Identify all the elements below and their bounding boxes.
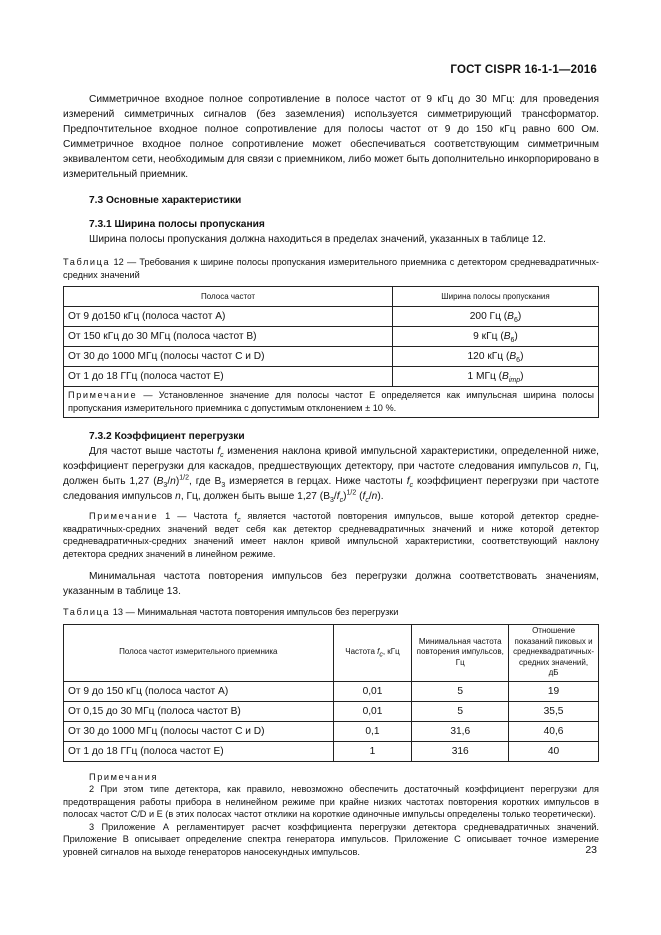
table13-cell: От 9 до 150 кГц (полоса частот А)	[64, 681, 334, 701]
table12-cell-value: 120 кГц $(B_6)$	[393, 347, 599, 367]
table-row	[64, 741, 599, 761]
table13-caption-label: Таблица	[63, 607, 111, 617]
table13-cell: 31,6	[412, 721, 509, 741]
table13-cell: От 0,15 до 30 МГц (полоса частот В)	[64, 701, 334, 721]
section-7-3-2-paragraph-2: Минимальная частота повторения импульсов без перегрузки должна соответствовать значениям, указанным в таблице 13.	[63, 571, 599, 597]
notes-label: Примечания	[89, 771, 159, 782]
table12-note	[64, 387, 599, 418]
table13-cell: От 1 до 18 ГГц (полоса частот Е)	[64, 741, 334, 761]
section-7-3-2-note1: Примечание 1 — Частота $f_c$ является частотой повторения импульсов, выше которой детектор средне-квадратичных-средних значений ведет себя как детектор средневадратичных значений и ниже которой детектор средневадратичных-средних значений имеет наклон кривой импульсной характеристики, соответствующий наклону детектора средних значений в линейном режиме.	[63, 511, 599, 559]
table12-note-text: — Установленное значение для полосы частот Е определяется как импульсная ширина полосы пропускания измерительного приемника с допустимым отклонением ± 10 %.	[68, 390, 594, 413]
table12-cell-band: От 30 до 1000 МГц (полосы частот С и D)	[64, 347, 393, 367]
table-row	[64, 701, 599, 721]
table13-caption	[63, 606, 599, 619]
table-13	[63, 624, 599, 762]
note-2: 2 При этом типе детектора, как правило, невозможно обеспечить достаточный коэффициент перегрузки для предотвращения работы прибора в нелинейном режиме при крайне низких частотах повторения коротких импульсов в полосах частот С/D и Е (в этих полосах частот отклики на короткие одиночные импульсы определены только теоретически).	[63, 784, 599, 819]
table12-cell-value: 1 МГц $(B_{imp})$	[393, 367, 599, 387]
table13-cell: 35,5	[509, 701, 599, 721]
table-row	[64, 307, 599, 327]
table13-cell: 5	[412, 681, 509, 701]
table13-header-fc: Частота $f_c$, кГц	[333, 624, 412, 681]
section-7-3-1-title: 7.3.1 Ширина полосы пропускания	[89, 219, 265, 230]
table13-cell: 40,6	[509, 721, 599, 741]
table12-header-band: Полоса частот	[64, 287, 393, 307]
table13-cell: 0,01	[333, 681, 412, 701]
intro-paragraph: Симметричное входное полное сопротивление в полосе частот от 9 кГц до 30 МГц: для проведения измерений симметричных сигналов (без заземления) используется симметрирующий трансформатор. Предпочтительное входное полное сопротивление для полосы частот от 9 до 150 кГц равно 600 Ом. Симметричное входное полное сопротивление может обеспечиваться соответствующим симметричным эквивалентом сети, необходимым для связи с приемником, либо может быть дополнительно инкорпорировано в измерительный приемник.	[63, 94, 599, 180]
table12-note-row	[64, 387, 599, 418]
table13-header-ratio: Отношение показаний пиковых и среднеквадратичных-средних значений, дБ	[509, 624, 599, 681]
table12-cell-band: От 1 до 18 ГГц (полоса частот Е)	[64, 367, 393, 387]
table13-header-band: Полоса частот измерительного приемника	[64, 624, 334, 681]
table-row	[64, 327, 599, 347]
section-7-3-2-paragraph: Для частот выше частоты $f_c$ изменения наклона кривой импульсной характеристики, определенной ниже, коэффициент перегрузки для каскадов, предшествующих детектору, при частоте следования импульсов n, Гц, должен быть 1,27 $(B_3/n)^{1/2}$, где $B_3$ измеряется в герцах. Ниже частоты $f_c$ коэффициент перегрузки при частоте следования импульсов n, Гц, должен быть выше 1,27 $(B_3/f_c)^{1/2}$ $(f_c/n)$.	[63, 446, 600, 505]
table12-caption	[63, 256, 599, 281]
table13-header-min-rate: Минимальная частота повторения импульсов, Гц	[412, 624, 509, 681]
table12-note-label: Примечание	[68, 390, 138, 400]
table12-cell-band: От 9 до150 кГц (полоса частот А)	[64, 307, 393, 327]
page-number: 23	[585, 844, 597, 856]
table-row	[64, 721, 599, 741]
note-3: 3 Приложение А регламентирует расчет коэффициента перегрузки детектора средневадратичных значений. Приложение В описывает определение спектра генератора импульсов. Приложение С описывает точное измерение уровней сигналов на выходе генераторов наносекундных импульсов.	[63, 821, 599, 857]
table12-header-bandwidth: Ширина полосы пропускания	[393, 287, 599, 307]
table13-cell: 19	[509, 681, 599, 701]
table13-cell: 1	[333, 741, 412, 761]
page-content	[63, 92, 599, 858]
section-7-3-1-text: Ширина полосы пропускания должна находиться в пределах значений, указанных в таблице 12.	[89, 234, 546, 245]
table-row	[64, 681, 599, 701]
table13-cell: 0,01	[333, 701, 412, 721]
table13-cell: 40	[509, 741, 599, 761]
section-7-3-2-title: 7.3.2 Коэффициент перегрузки	[89, 431, 245, 442]
table13-cell: От 30 до 1000 МГц (полосы частот С и D)	[64, 721, 334, 741]
table13-cell: 0,1	[333, 721, 412, 741]
table12-caption-text: 12 — Требования к ширине полосы пропускания измерительного приемника с детектором средневадратичных-средних значений	[63, 257, 599, 280]
table13-cell: 5	[412, 701, 509, 721]
document-header: ГОСТ CISPR 16-1-1—2016	[450, 64, 597, 76]
table13-caption-text: 13 — Минимальная частота повторения импульсов без перегрузки	[112, 607, 399, 617]
table12-caption-label: Таблица	[63, 257, 111, 267]
table-row	[64, 367, 599, 387]
section-7-3-title: 7.3 Основные характеристики	[89, 195, 242, 206]
table-row	[64, 347, 599, 367]
table13-cell: 316	[412, 741, 509, 761]
table12-cell-value: 9 кГц $(B_6)$	[393, 327, 599, 347]
table12-cell-band: От 150 кГц до 30 МГц (полоса частот В)	[64, 327, 393, 347]
table12-cell-value: 200 Гц $(B_6)$	[393, 307, 599, 327]
table-12	[63, 286, 599, 418]
